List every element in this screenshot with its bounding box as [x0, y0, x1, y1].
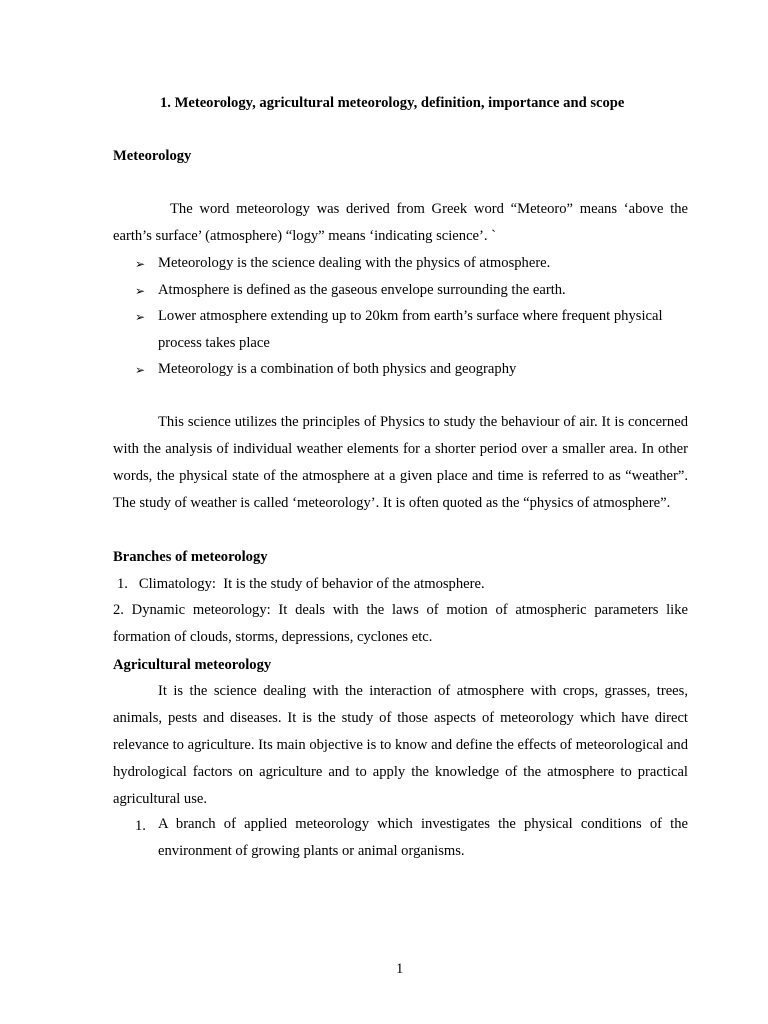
heading-meteorology: Meteorology	[113, 148, 192, 164]
heading-agricultural: Agricultural meteorology	[113, 657, 272, 673]
agri-list-item: A branch of applied meteorology which investigates the physical conditions of the environment of growing plants or animal organisms.	[158, 816, 688, 859]
branch-item-climatology: 1. Climatology: It is the study of behavior of the atmosphere.	[117, 576, 485, 592]
branch-item-dynamic: 2. Dynamic meteorology: It deals with the laws of motion of atmospheric parameters like formation of clouds, storms, depressions, cyclones etc.	[113, 602, 688, 645]
bullet-arrow-icon: ➢	[135, 284, 146, 298]
list-number: 1.	[135, 818, 146, 834]
bullet-item: Atmosphere is defined as the gaseous envelope surrounding the earth.	[158, 282, 566, 298]
bullet-arrow-icon: ➢	[135, 363, 146, 377]
bullet-item: Lower atmosphere extending up to 20km from earth’s surface where frequent physical process takes place	[158, 308, 663, 351]
science-paragraph: This science utilizes the principles of Physics to study the behaviour of air. It is concerned with the analysis of individual weather elements for a shorter period over a smaller area. In other words, the physical state of the atmosphere at a given place and time is referred to as “weather”. The study of weather is called ‘meteorology’. It is often quoted as the “physics of atmosphere”.	[113, 414, 688, 511]
heading-branches: Branches of meteorology	[113, 549, 268, 565]
bullet-item: Meteorology is a combination of both physics and geography	[158, 361, 517, 377]
page-number: 1	[396, 961, 404, 977]
agri-paragraph: It is the science dealing with the interaction of atmosphere with crops, grasses, trees, animals, pests and diseases. It is the study of those aspects of meteorology which have direct relevance to agriculture. Its main objective is to know and define the effects of meteorological and hydrological factors on agriculture and to apply the knowledge of the atmosphere to practical agricultural use.	[113, 683, 688, 807]
bullet-arrow-icon: ➢	[135, 310, 146, 324]
page-title: 1. Meteorology, agricultural meteorology, definition, importance and scope	[160, 95, 625, 111]
bullet-arrow-icon: ➢	[135, 257, 146, 271]
bullet-item: Meteorology is the science dealing with the physics of atmosphere.	[158, 255, 551, 271]
intro-paragraph: The word meteorology was derived from Greek word “Meteoro” means ‘above the earth’s surface’ (atmosphere) “logy” means ‘indicating science’. `	[113, 201, 688, 244]
